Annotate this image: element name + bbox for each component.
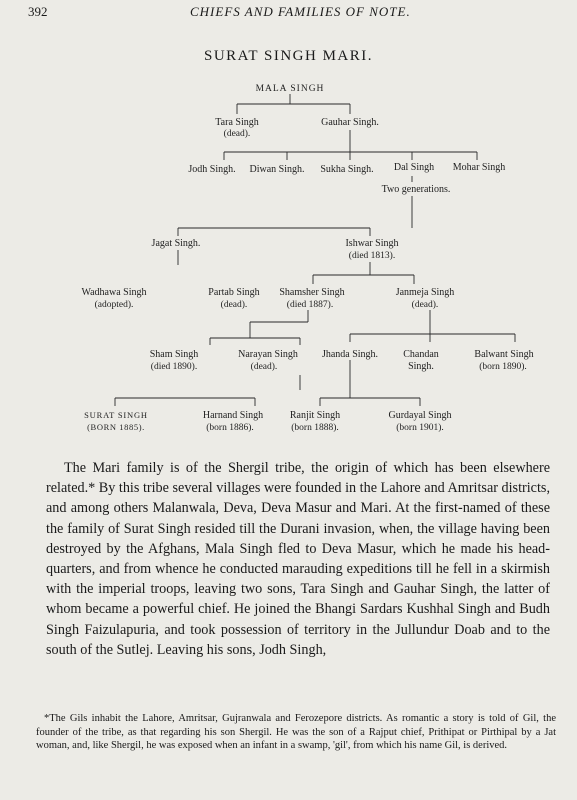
section-title: SURAT SINGH MARI.: [204, 48, 373, 64]
name-janmeja-singh: Janmeja Singh: [395, 287, 455, 298]
name-diwan-singh: Diwan Singh.: [249, 164, 305, 175]
note-wadhawa-singh: (adopted).: [94, 300, 134, 310]
name-gauhar-singh: Gauhar Singh.: [321, 117, 379, 128]
note-harnand-singh: (born 1886).: [206, 423, 254, 433]
name-mala-singh: MALA SINGH: [255, 84, 325, 94]
name-narayan-singh: Narayan Singh: [238, 349, 298, 360]
name-dal-singh: Dal Singh: [393, 162, 435, 173]
note-two-generations: Two generations.: [381, 184, 451, 195]
name-partab-singh: Partab Singh: [208, 287, 260, 298]
running-title: CHIEFS AND FAMILIES OF NOTE.: [190, 4, 411, 19]
note-partab-singh: (dead).: [220, 300, 248, 310]
note-gurdayal-singh: (born 1901).: [396, 423, 444, 433]
note-janmeja-singh: (dead).: [411, 300, 439, 310]
name-chandan-singh: Chandan: [403, 349, 439, 360]
note-ranjit-singh: (born 1888).: [291, 423, 339, 433]
note-ishwar-singh: (died 1813).: [348, 251, 396, 261]
name-gurdayal-singh: Gurdayal Singh: [388, 410, 452, 421]
note-sham-singh: (died 1890).: [150, 362, 198, 372]
page-number: 392: [28, 4, 48, 19]
note-tara-singh: (dead).: [223, 129, 251, 139]
note-surat-singh: (BORN 1885).: [87, 422, 145, 432]
note-balwant-singh: (born 1890).: [479, 362, 527, 372]
body-paragraph: [46, 458, 550, 660]
name-sukha-singh: Sukha Singh.: [320, 164, 374, 175]
name-ishwar-singh: Ishwar Singh: [345, 238, 399, 249]
name-mohar-singh: Mohar Singh: [452, 162, 506, 173]
footnote: [36, 712, 556, 753]
name-sham-singh: Sham Singh: [149, 349, 199, 360]
note-shamsher-singh: (died 1887).: [286, 300, 334, 310]
name-wadhawa-singh: Wadhawa Singh: [81, 287, 147, 298]
name-balwant-singh: Balwant Singh: [474, 349, 534, 360]
name-ranjit-singh: Ranjit Singh: [289, 410, 341, 421]
note-narayan-singh: (dead).: [250, 362, 278, 372]
name-surat-singh: SURAT SINGH: [84, 410, 148, 420]
body-text: The Mari family is of the Shergil tribe, the origin of which has been elsewhere related.* By this tribe several villages were founded in the Lahore and Amritsar districts, and among others Malanwala, Deva, Deva Masur and Mari. At the first-named of these the family of Surat Singh resided till the Durani invasion, when, the village having been destroyed by the Afghans, Mala Singh fled to Deva Masur, which he made his head-quarters, and from whence he conducted marauding expeditions till he fell in a skirmish with the imperial troops, leaving two sons, Tara Singh and Gauhar Singh, the latter of whom became a powerful chief. He joined the Bhangi Sardars Kushhal Singh and Budh Singh Faizulapuria, and took possession of territory in the Jullundur Doab and to the south of the Sutlej. Leaving his sons, Jodh Singh,: [46, 460, 550, 658]
name-jhanda-singh: Jhanda Singh.: [321, 349, 379, 360]
name-jodh-singh: Jodh Singh.: [188, 164, 236, 175]
name-tara-singh: Tara Singh: [215, 117, 259, 128]
name-chandan-singh-line2: Singh.: [408, 361, 434, 372]
name-shamsher-singh: Shamsher Singh: [279, 287, 345, 298]
name-harnand-singh: Harnand Singh: [202, 410, 264, 421]
name-jagat-singh: Jagat Singh.: [151, 238, 201, 249]
footnote-text: *The Gils inhabit the Lahore, Amritsar, Gujranwala and Ferozepore districts. As romantic a story is told of Gil, the founder of the tribe, as that regarding his son Shergil. He was the son of a Rajput chief, Prithipat or Pirthipal by a Jat woman, and, like Shergil, he was exposed when an infant in a swamp, 'gil', from which his name Gil, is derived.: [36, 713, 556, 751]
